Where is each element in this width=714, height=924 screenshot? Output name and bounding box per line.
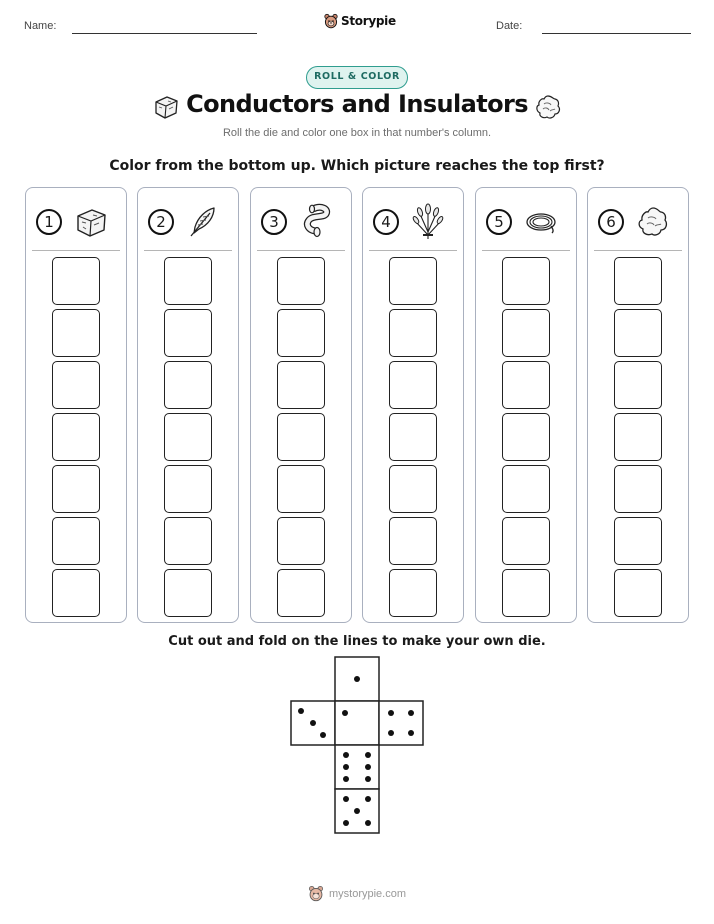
brand-logo <box>324 13 396 29</box>
date-label: Date: <box>496 20 523 32</box>
instruction: Color from the bottom up. Which picture reaches the top first? <box>109 158 605 174</box>
color-box[interactable] <box>277 569 325 617</box>
ice-cube-icon <box>74 205 108 239</box>
footer-url[interactable]: mystorypie.com <box>329 887 407 900</box>
color-box[interactable] <box>277 361 325 409</box>
die-pip <box>354 676 360 682</box>
die-pip <box>365 776 371 782</box>
color-box[interactable] <box>277 517 325 565</box>
color-box[interactable] <box>389 361 437 409</box>
pipe-icon <box>299 203 333 241</box>
die-pip <box>343 752 349 758</box>
color-box[interactable] <box>614 361 662 409</box>
subtitle: Roll the die and color one box in that number's column. <box>222 127 492 139</box>
color-box[interactable] <box>277 413 325 461</box>
column-header <box>486 205 566 239</box>
rope-coil-icon <box>524 205 558 239</box>
die-pip <box>342 710 348 716</box>
brand-name: Storypie <box>341 14 396 28</box>
color-box[interactable] <box>502 465 550 513</box>
color-box[interactable] <box>52 569 100 617</box>
die-pip <box>298 708 304 714</box>
column-header <box>36 205 116 239</box>
color-box[interactable] <box>277 465 325 513</box>
color-box[interactable] <box>502 309 550 357</box>
column-number: 2 <box>148 209 174 235</box>
die-pip <box>408 730 414 736</box>
die-pip <box>365 820 371 826</box>
column-1 <box>25 187 127 623</box>
die-pip <box>365 752 371 758</box>
color-box[interactable] <box>52 257 100 305</box>
color-box[interactable] <box>164 569 212 617</box>
cotton-ball-icon <box>534 93 562 121</box>
color-box[interactable] <box>52 309 100 357</box>
color-box[interactable] <box>502 361 550 409</box>
color-box[interactable] <box>502 257 550 305</box>
die-pip <box>388 710 394 716</box>
die-face-4 <box>335 701 379 745</box>
die-pip <box>320 732 326 738</box>
color-box[interactable] <box>502 517 550 565</box>
column-divider <box>482 250 570 251</box>
die-pip <box>343 796 349 802</box>
color-box[interactable] <box>277 309 325 357</box>
color-box[interactable] <box>614 569 662 617</box>
color-box[interactable] <box>502 569 550 617</box>
color-box[interactable] <box>389 413 437 461</box>
column-number: 3 <box>261 209 287 235</box>
cotton-ball-icon <box>636 205 670 239</box>
die-pip <box>388 730 394 736</box>
color-box[interactable] <box>389 257 437 305</box>
column-4 <box>362 187 464 623</box>
die-pip <box>408 710 414 716</box>
page-title: Conductors and Insulators <box>186 90 528 118</box>
color-box[interactable] <box>614 517 662 565</box>
die-face-2 <box>335 789 379 833</box>
die-pip <box>343 776 349 782</box>
color-box[interactable] <box>277 257 325 305</box>
column-number: 6 <box>598 209 624 235</box>
color-box[interactable] <box>52 361 100 409</box>
die-face-1 <box>335 657 379 701</box>
die-pip <box>310 720 316 726</box>
column-6 <box>587 187 689 623</box>
column-number: 4 <box>373 209 399 235</box>
die-pip <box>365 796 371 802</box>
color-box[interactable] <box>614 309 662 357</box>
date-line[interactable] <box>542 33 691 34</box>
roll-color-badge: ROLL & COLOR <box>306 66 408 89</box>
color-box[interactable] <box>389 465 437 513</box>
column-divider <box>257 250 345 251</box>
color-box[interactable] <box>614 257 662 305</box>
color-box[interactable] <box>389 309 437 357</box>
column-divider <box>32 250 120 251</box>
color-box[interactable] <box>389 517 437 565</box>
column-divider <box>144 250 232 251</box>
color-box[interactable] <box>52 517 100 565</box>
column-divider <box>594 250 682 251</box>
column-header <box>373 205 453 239</box>
footer <box>308 885 406 902</box>
die-pip <box>365 764 371 770</box>
column-number: 1 <box>36 209 62 235</box>
name-line[interactable] <box>72 33 257 34</box>
feather-icon <box>186 205 220 239</box>
bear-mascot-icon <box>308 885 324 902</box>
color-box[interactable] <box>164 309 212 357</box>
column-header <box>261 205 341 239</box>
color-box[interactable] <box>502 413 550 461</box>
color-box[interactable] <box>164 413 212 461</box>
die-pip <box>354 808 360 814</box>
color-box[interactable] <box>164 517 212 565</box>
wheat-icon <box>411 202 445 240</box>
color-box[interactable] <box>52 465 100 513</box>
color-box[interactable] <box>614 465 662 513</box>
column-header <box>148 205 228 239</box>
color-box[interactable] <box>614 413 662 461</box>
die-face-6 <box>335 745 379 789</box>
die-pip <box>343 764 349 770</box>
die-face-5 <box>379 701 423 745</box>
column-header <box>598 205 678 239</box>
name-label: Name: <box>24 20 57 32</box>
color-box[interactable] <box>164 361 212 409</box>
column-number: 5 <box>486 209 512 235</box>
bear-mascot-icon <box>324 13 338 29</box>
color-box[interactable] <box>389 569 437 617</box>
column-5 <box>475 187 577 623</box>
column-3 <box>250 187 352 623</box>
column-2 <box>137 187 239 623</box>
die-face-3 <box>291 701 335 745</box>
color-box[interactable] <box>164 257 212 305</box>
column-divider <box>369 250 457 251</box>
color-box[interactable] <box>164 465 212 513</box>
die-pip <box>343 820 349 826</box>
cut-instruction: Cut out and fold on the lines to make your own die. <box>168 634 546 649</box>
color-box[interactable] <box>52 413 100 461</box>
